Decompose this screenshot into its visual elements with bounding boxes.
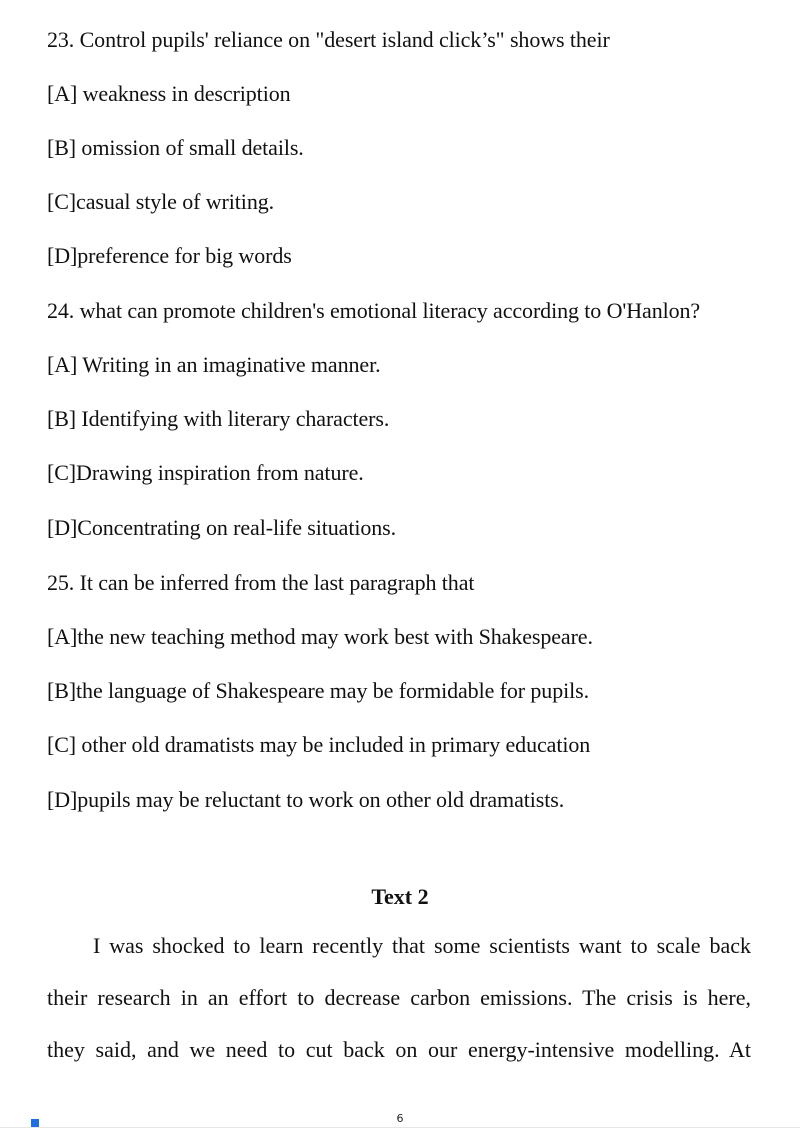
page-number: 6	[396, 1112, 404, 1125]
text2-line-2: their research in an effort to decrease carbon emissions. The crisis is here,	[47, 985, 751, 1010]
question-25-option-c: [C] other old dramatists may be included in primary education	[47, 732, 591, 757]
question-24-option-c: [C]Drawing inspiration from nature.	[47, 460, 364, 485]
question-25-option-d: [D]pupils may be reluctant to work on other old dramatists.	[47, 787, 565, 812]
question-24-stem: 24. what can promote children's emotional literacy according to O'Hanlon?	[47, 298, 701, 323]
question-23-option-b: [B] omission of small details.	[47, 135, 304, 160]
text2-line-1: I was shocked to learn recently that some scientists want to scale back	[93, 933, 751, 958]
question-24-option-b: [B] Identifying with literary characters.	[47, 406, 390, 431]
question-25-stem: 25. It can be inferred from the last paragraph that	[47, 570, 475, 595]
question-23-option-d: [D]preference for big words	[47, 243, 292, 268]
question-25-option-a: [A]the new teaching method may work best with Shakespeare.	[47, 624, 593, 649]
question-25-option-b: [B]the language of Shakespeare may be formidable for pupils.	[47, 678, 589, 703]
question-24-option-a: [A] Writing in an imaginative manner.	[47, 352, 381, 377]
question-23-option-c: [C]casual style of writing.	[47, 189, 275, 214]
question-23-stem: 23. Control pupils' reliance on "desert island click’s" shows their	[47, 27, 610, 52]
text2-heading: Text 2	[371, 884, 429, 909]
bottom-divider	[0, 1127, 800, 1128]
question-24-option-d: [D]Concentrating on real-life situations.	[47, 515, 397, 540]
question-23-option-a: [A] weakness in description	[47, 81, 291, 106]
text2-line-3: they said, and we need to cut back on our energy-intensive modelling. At	[47, 1037, 751, 1062]
